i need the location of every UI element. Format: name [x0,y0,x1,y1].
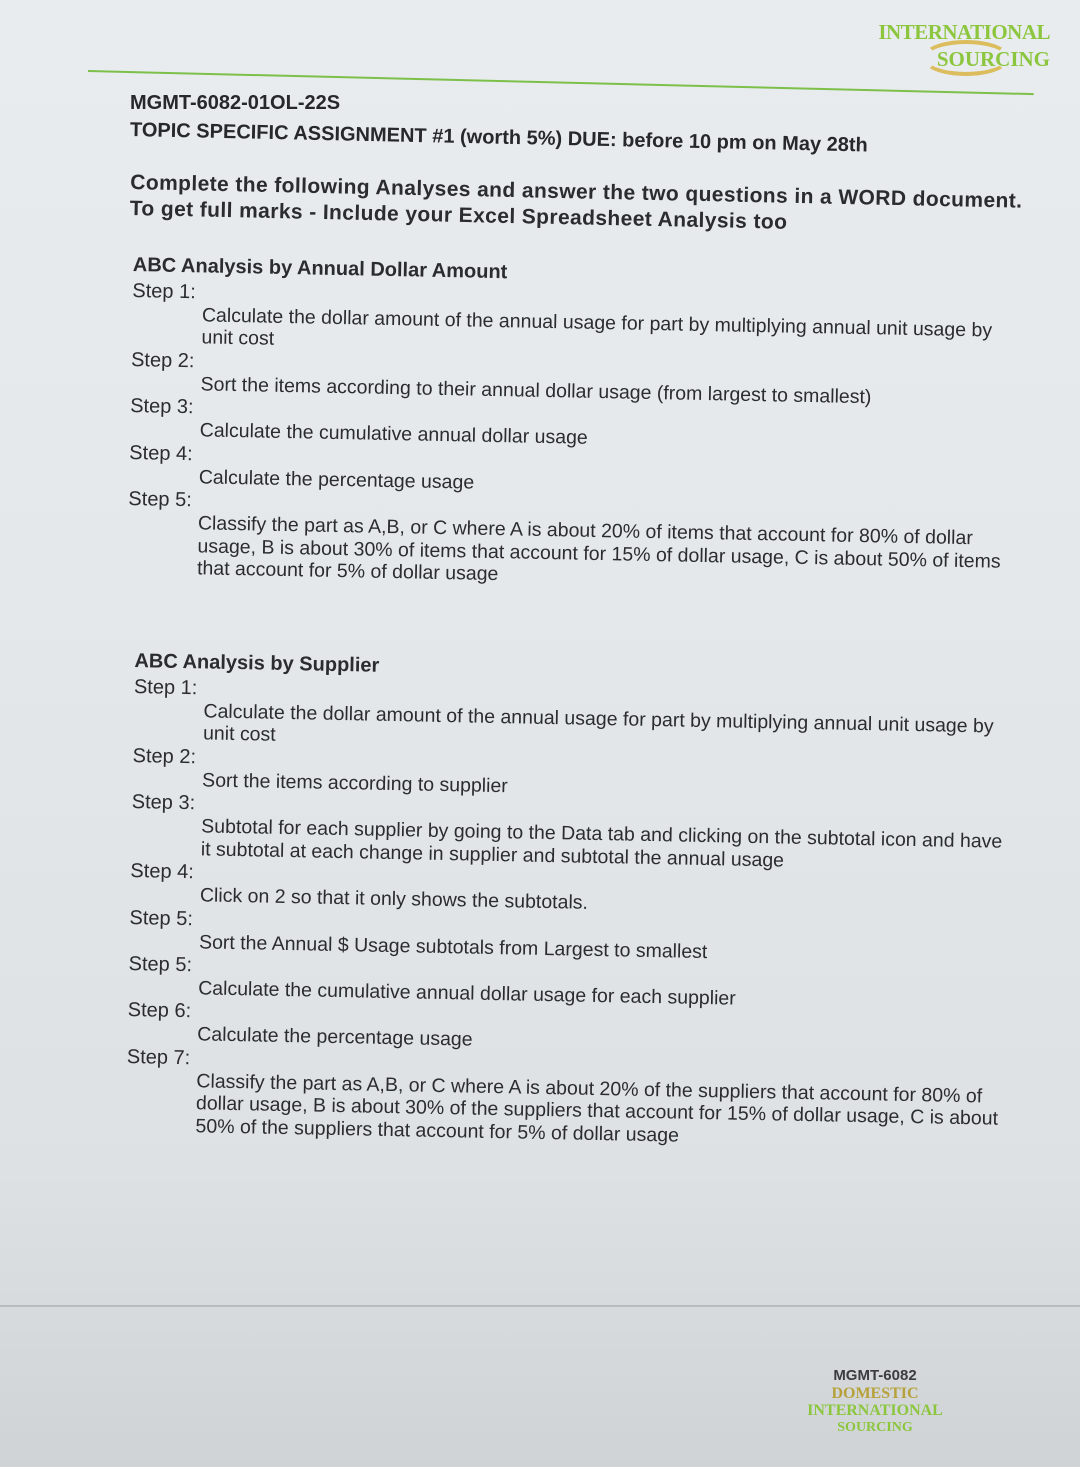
footer-logo-line-3: SOURCING [837,1419,913,1435]
footer-rule [0,1305,1080,1307]
step-text: Classify the part as A,B, or C where A is about 20% of the suppliers that account for 80% of dollar usage, B is about 30% of the suppliers that account for 15% of dollar usage, C is about 50% of the suppliers that account for 5% of dollar usage [195,1070,999,1147]
step-text: Calculate the percentage usage [198,466,475,494]
step-label: Step 5: [128,952,193,977]
step-text: Sort the items according to their annual dollar usage (from largest to smallest) [200,373,872,409]
course-code: MGMT-6082-01OL-22S [130,92,341,114]
step-text: Subtotal for each supplier by going to the Data tab and clicking on the subtotal icon and have it subtotal at each change in supplier and subtotal the annual usage [200,815,1003,872]
step-text: Click on 2 so that it only shows the subtotals. [199,884,589,914]
step-text: Calculate the cumulative annual dollar usage for each supplier [197,977,736,1010]
document-header [129,92,1010,157]
logo-line-1: INTERNATIONAL [878,20,1050,44]
logo-swoosh-icon [922,40,1010,76]
step-label: Step 4: [130,860,195,884]
section-abc-supplier [125,650,1014,1153]
step-text: Calculate the cumulative annual dollar usage [199,419,588,450]
logo-line-2: SOURCING [936,47,1050,71]
section-abc-dollar [127,254,1013,595]
step-label: Step 1: [133,676,198,700]
step-label: Step 4: [129,441,193,465]
footer-course-code: MGMT-6082 [833,1367,917,1384]
assignment-title: TOPIC SPECIFIC ASSIGNMENT #1 (worth 5%) DUE: before 10 pm on May 28th [129,119,868,157]
step-text: Calculate the dollar amount of the annual usage for part by multiplying annual unit usage by unit cost [201,304,993,351]
step-text: Calculate the dollar amount of the annual usage for part by multiplying annual unit usage by unit cost [202,700,994,747]
step-text: Sort the items according to supplier [201,769,508,798]
footer-logo [790,1368,960,1435]
step-label: Step 2: [132,744,197,769]
sourcing-logo [878,22,1050,70]
step-label: Step 1: [132,280,196,304]
instructions-paragraph: Complete the following Analyses and answer the two questions in a WORD document. To get full marks - Include your Excel Spreadsheet Analysis too [129,171,1023,235]
step-label: Step 5: [129,906,194,930]
section-title: ABC Analysis by Annual Dollar Amount [132,254,508,284]
step-label: Step 3: [131,791,196,815]
step-label: Step 2: [130,348,195,373]
step-label: Step 3: [129,395,194,419]
step-label: Step 5: [128,488,192,512]
step-label: Step 7: [126,1045,191,1069]
step-text: Calculate the percentage usage [197,1023,473,1051]
footer-logo-line-2: INTERNATIONAL [807,1402,943,1420]
section-title: ABC Analysis by Supplier [134,650,380,677]
step-text: Classify the part as A,B, or C where A is about 20% of items that account for 80% of dollar usage, B is about 30% of items that account for 15% of dollar usage, C is about 50% of items that account for 5% of dollar usage [196,512,1001,586]
step-label: Step 6: [127,999,192,1023]
step-text: Sort the Annual $ Usage subtotals from Largest to smallest [198,930,708,963]
footer-logo-line-1: DOMESTIC [831,1384,919,1402]
